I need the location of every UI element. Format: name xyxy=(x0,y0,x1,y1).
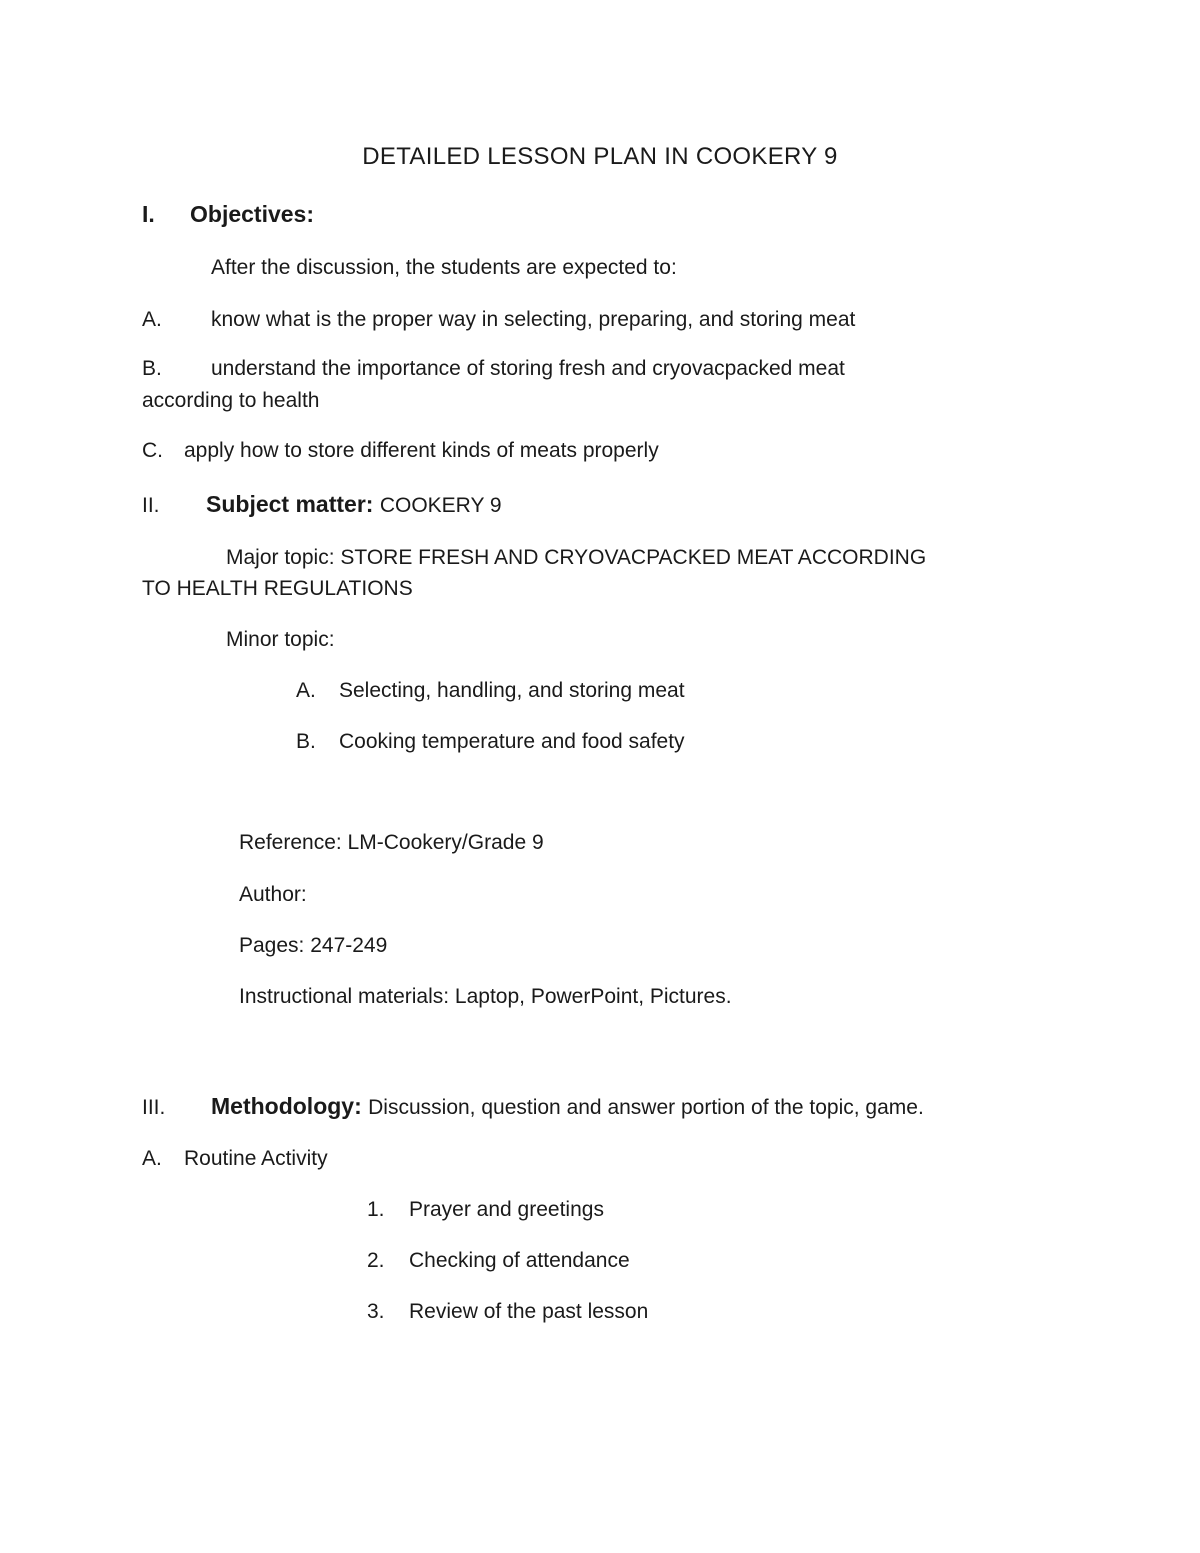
major-topic-line1: Major topic: STORE FRESH AND CRYOVACPACKED MEAT ACCORDING xyxy=(226,546,927,569)
routine-item-2-num: 2. xyxy=(367,1249,385,1272)
routine-letter: A. xyxy=(142,1147,162,1170)
minor-topic-a-text: Selecting, handling, and storing meat xyxy=(339,679,685,702)
methodology-value: Discussion, question and answer portion of the topic, game. xyxy=(368,1096,924,1119)
subject-line xyxy=(206,491,502,519)
minor-topic-label: Minor topic: xyxy=(226,628,335,651)
materials-line: Instructional materials: Laptop, PowerPoint, Pictures. xyxy=(239,985,732,1008)
section-heading-subject: Subject matter: xyxy=(206,491,374,517)
objective-b-continuation: according to health xyxy=(142,389,320,412)
objectives-intro: After the discussion, the students are expected to: xyxy=(211,256,677,279)
routine-item-3-text: Review of the past lesson xyxy=(409,1300,649,1323)
minor-topic-b-text: Cooking temperature and food safety xyxy=(339,730,685,753)
routine-item-2-text: Checking of attendance xyxy=(409,1249,630,1272)
reference-line: Reference: LM-Cookery/Grade 9 xyxy=(239,831,544,854)
section-numeral-objectives: I. xyxy=(142,201,155,227)
section-numeral-subject: II. xyxy=(142,494,160,517)
objective-a-text: know what is the proper way in selecting, preparing, and storing meat xyxy=(211,308,856,331)
objective-c-letter: C. xyxy=(142,439,163,462)
objective-b-letter: B. xyxy=(142,357,162,380)
pages-line: Pages: 247-249 xyxy=(239,934,388,957)
subject-value: COOKERY 9 xyxy=(379,494,502,517)
minor-topic-b-letter: B. xyxy=(296,730,316,753)
objective-a-letter: A. xyxy=(142,308,162,331)
routine-item-1-text: Prayer and greetings xyxy=(409,1198,604,1221)
routine-item-1-num: 1. xyxy=(367,1198,385,1221)
routine-item-3-num: 3. xyxy=(367,1300,385,1323)
objective-b-text: understand the importance of storing fresh and cryovacpacked meat xyxy=(211,357,845,380)
document-title: DETAILED LESSON PLAN IN COOKERY 9 xyxy=(362,143,838,170)
section-numeral-methodology: III. xyxy=(142,1096,166,1119)
objective-c-text: apply how to store different kinds of meats properly xyxy=(184,439,659,462)
section-heading-methodology: Methodology: xyxy=(211,1093,362,1119)
methodology-line xyxy=(211,1093,924,1121)
minor-topic-a-letter: A. xyxy=(296,679,316,702)
section-heading-objectives: Objectives: xyxy=(190,201,314,227)
author-line: Author: xyxy=(239,883,307,906)
routine-label: Routine Activity xyxy=(184,1147,328,1170)
major-topic-line2: TO HEALTH REGULATIONS xyxy=(142,577,413,600)
